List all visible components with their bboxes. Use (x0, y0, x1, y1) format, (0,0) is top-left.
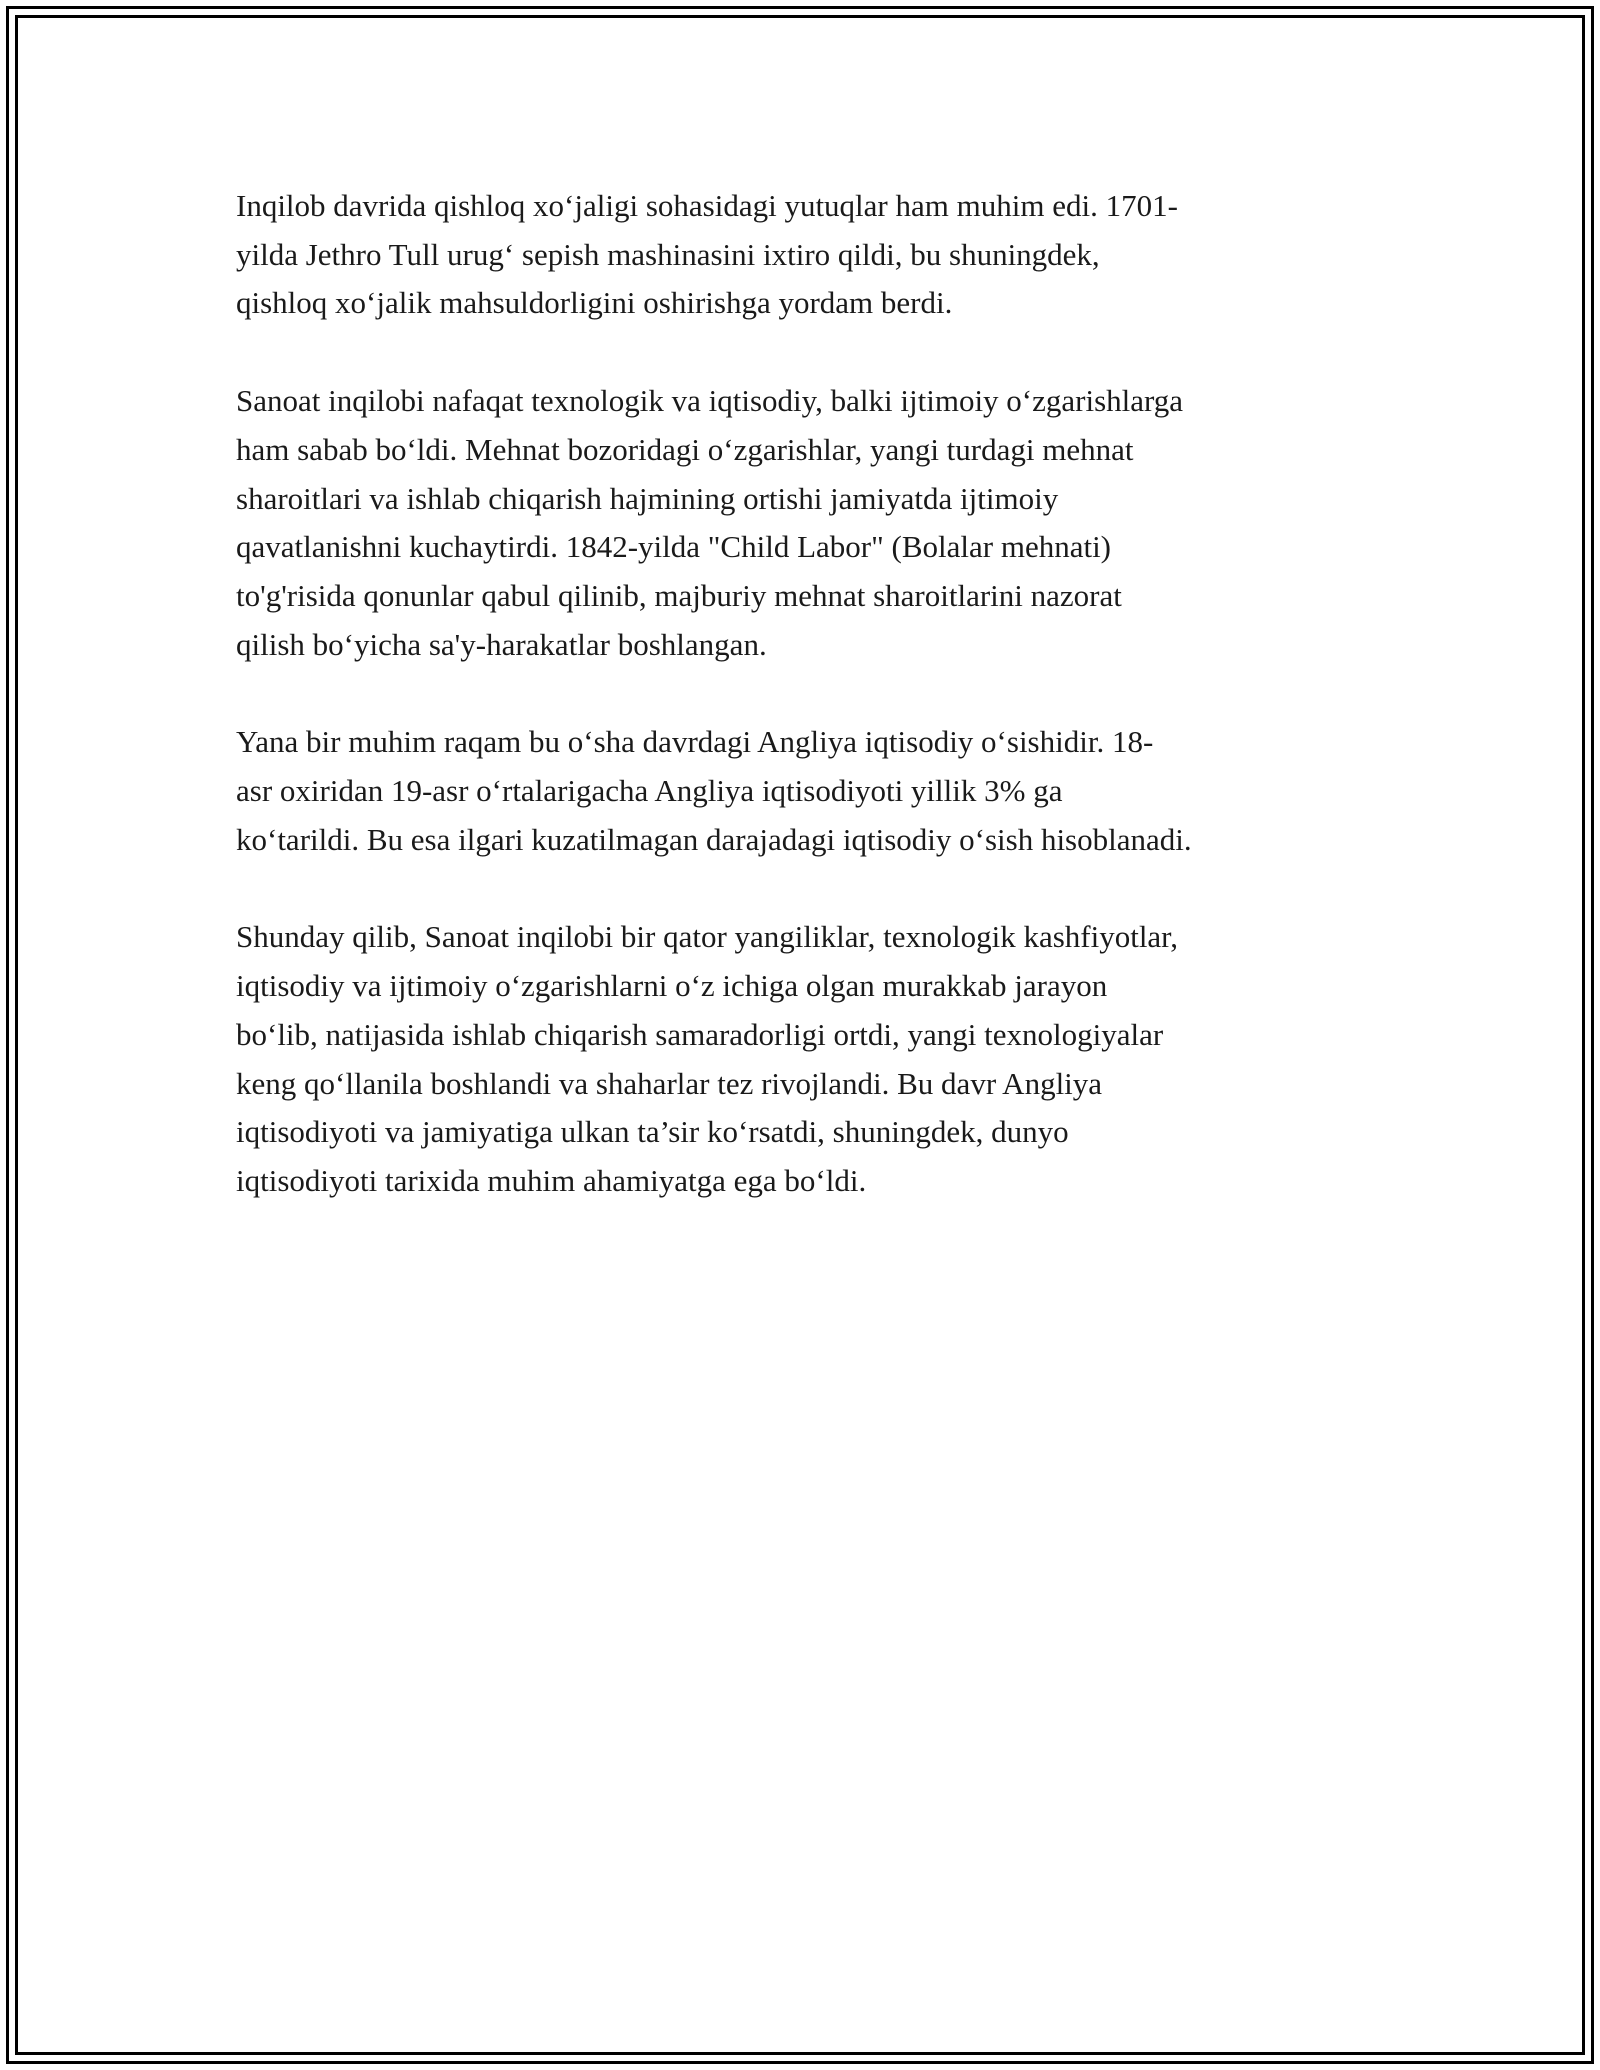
paragraph-social-changes: Sanoat inqilobi nafaqat texnologik va iqtisodiy, balki ijtimoiy o‘zgarishlarga ham sabab bo‘ldi. Mehnat bozoridagi o‘zgarishlar, yangi turdagi mehnat sharoitlari va ishlab chiqarish hajmining ortishi jamiyatda ijtimoiy qavatlanishni kuchaytirdi. 1842-yilda "Child Labor" (Bolalar mehnati) to'g'risida qonunlar qabul qilinib, majburiy mehnat sharoitlarini nazorat qilish bo‘yicha sa'y-harakatlar boshlangan. (236, 383, 1184, 662)
paragraph-conclusion: Shunday qilib, Sanoat inqilobi bir qator yangiliklar, texnologik kashfiyotlar, iqtisodiy va ijtimoiy o‘zgarishlarni o‘z ichiga olgan murakkab jarayon bo‘lib, natijasida ishlab chiqarish samaradorligi ortdi, yangi texnologiyalar keng qo‘llanila boshlandi va shaharlar tez rivojlandi. Bu davr Angliya iqtisodiyoti va jamiyatiga ulkan ta’sir ko‘rsatdi, shuningdek, dunyo iqtisodiyoti tarixida muhim ahamiyatga ega bo‘ldi. (236, 919, 1179, 1198)
document-body (236, 182, 1386, 1255)
paragraph-economic-growth: Yana bir muhim raqam bu o‘sha davrdagi Angliya iqtisodiy o‘sishidir. 18- asr oxiridan 19-asr o‘rtalarigacha Angliya iqtisodiyoti yillik 3% ga ko‘tarildi. Bu esa ilgari kuzatilmagan darajadagi iqtisodiy o‘sish hisoblanadi. (236, 724, 1192, 857)
paragraph-agriculture: Inqilob davrida qishloq xo‘jaligi sohasidagi yutuqlar ham muhim edi. 1701- yilda Jethro Tull urug‘ sepish mashinasini ixtiro qildi, bu shuningdek, qishloq xo‘jalik mahsuldorligini oshirishga yordam berdi. (236, 188, 1178, 321)
